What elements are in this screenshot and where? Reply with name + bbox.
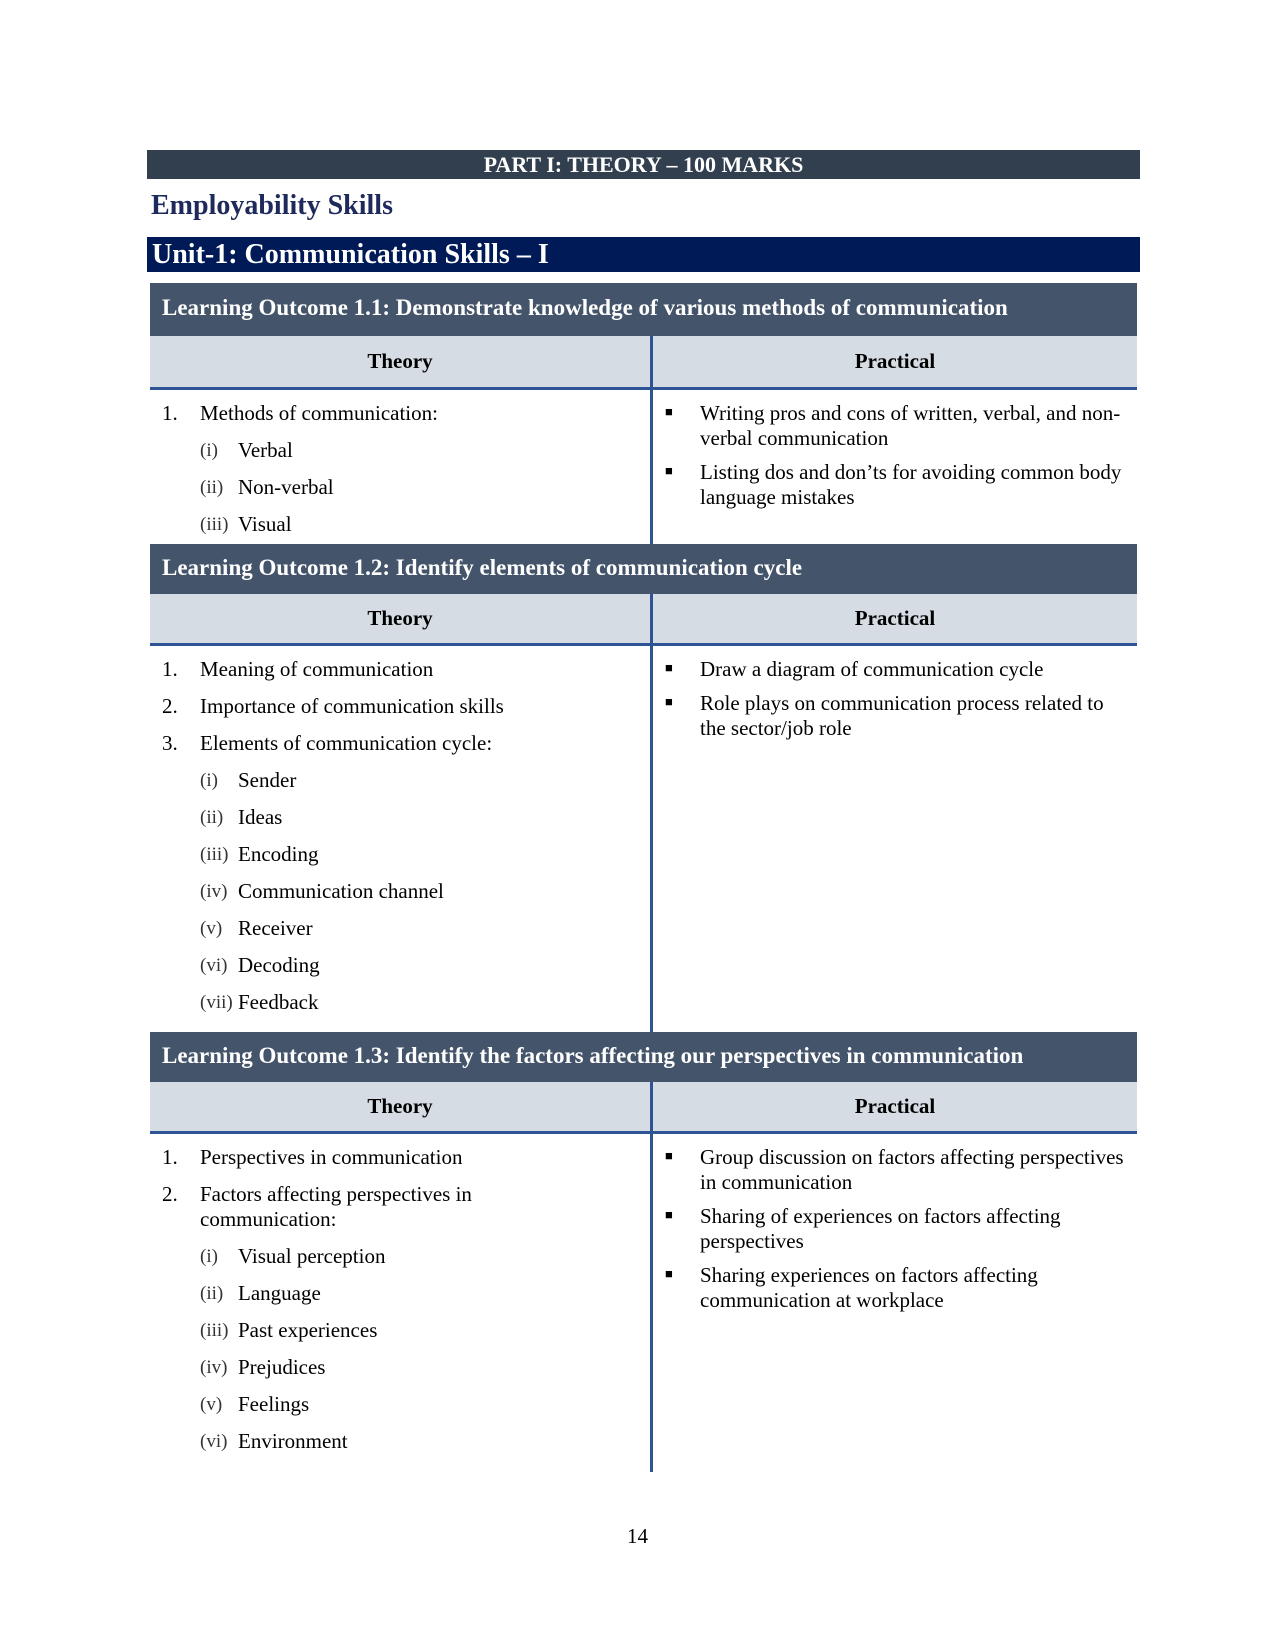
column-header-row [150, 1082, 1137, 1134]
learning-outcome-1-1 [150, 283, 1137, 544]
bullet-icon: ■ [665, 404, 673, 419]
sub-list-item: (iii) Visual [200, 512, 292, 536]
theory-column-header: Theory [367, 1094, 433, 1118]
list-item: 2. Importance of communication skills [162, 694, 504, 718]
sub-list-item: (i) Visual perception [200, 1244, 386, 1268]
list-item: ■ Sharing experiences on factors affecting communication at workplace [653, 1263, 1137, 1313]
list-item: ■ Sharing of experiences on factors affecting perspectives [653, 1204, 1137, 1254]
theory-cell [150, 390, 650, 544]
bullet-icon: ■ [665, 660, 673, 675]
bullet-icon: ■ [665, 463, 673, 478]
list-item: 1. Meaning of communication [162, 657, 434, 681]
learning-outcome-title: Learning Outcome 1.3: Identify the factors affecting our perspectives in communication [150, 1032, 1137, 1082]
list-item: ■ Role plays on communication process related to the sector/job role [653, 691, 1137, 741]
sub-list-item: (vi) Environment [200, 1429, 348, 1453]
sub-list-item: (vi) Decoding [200, 953, 320, 977]
sub-list-item: (iii) Past experiences [200, 1318, 378, 1342]
unit-heading: Unit-1: Communication Skills – I [147, 237, 1140, 272]
bullet-icon: ■ [665, 1266, 673, 1281]
column-header-row [150, 594, 1137, 646]
practical-cell [650, 390, 1137, 544]
list-item: ■ Draw a diagram of communication cycle [653, 657, 1137, 682]
learning-outcome-title: Learning Outcome 1.2: Identify elements of communication cycle [150, 544, 1137, 594]
part-heading: PART I: THEORY – 100 MARKS [147, 150, 1140, 179]
sub-list-item: (i) Sender [200, 768, 297, 792]
list-item: 1. Methods of communication: [162, 401, 438, 425]
sub-list-item: (v) Receiver [200, 916, 313, 940]
theory-cell [150, 1134, 650, 1472]
practical-column-header: Practical [650, 594, 1137, 643]
practical-cell [650, 1134, 1137, 1472]
sub-list-item: (iii) Encoding [200, 842, 319, 866]
list-item: 1. Perspectives in communication [162, 1145, 463, 1169]
theory-column-header: Theory [367, 606, 433, 630]
outcome-content-row [150, 646, 1137, 1032]
sub-list-item: (i) Verbal [200, 438, 293, 462]
learning-outcome-1-3 [150, 1032, 1137, 1472]
practical-column-header: Practical [650, 1082, 1137, 1131]
sub-list-item: (ii) Ideas [200, 805, 283, 829]
sub-list-item: (iv) Communication channel [200, 879, 444, 903]
list-item: ■ Group discussion on factors affecting perspectives in communication [653, 1145, 1137, 1195]
bullet-icon: ■ [665, 1148, 673, 1163]
sub-list-item: (v) Feelings [200, 1392, 310, 1416]
outcome-content-row [150, 390, 1137, 544]
list-item: 2. Factors affecting perspectives in communication: [162, 1182, 472, 1231]
outcome-content-row [150, 1134, 1137, 1472]
learning-outcomes [150, 283, 1137, 1472]
page-number: 14 [627, 1524, 648, 1548]
column-header-row [150, 336, 1137, 390]
practical-column-header: Practical [650, 336, 1137, 387]
theory-cell [150, 646, 650, 1032]
sub-list-item: (ii) Non-verbal [200, 475, 334, 499]
bullet-icon: ■ [665, 694, 673, 709]
sub-list-item: (iv) Prejudices [200, 1355, 326, 1379]
theory-column-header: Theory [367, 349, 433, 373]
sub-list-item: (vii) Feedback [200, 990, 319, 1014]
list-item: ■ Listing dos and don’ts for avoiding common body language mistakes [653, 460, 1137, 510]
practical-cell [650, 646, 1137, 1032]
list-item: ■ Writing pros and cons of written, verbal, and non-verbal communication [653, 401, 1137, 451]
section-title: Employability Skills [151, 190, 393, 221]
bullet-icon: ■ [665, 1207, 673, 1222]
list-item: 3. Elements of communication cycle: [162, 731, 493, 755]
learning-outcome-title: Learning Outcome 1.1: Demonstrate knowledge of various methods of communication [150, 283, 1137, 336]
sub-list-item: (ii) Language [200, 1281, 321, 1305]
learning-outcome-1-2 [150, 544, 1137, 1032]
